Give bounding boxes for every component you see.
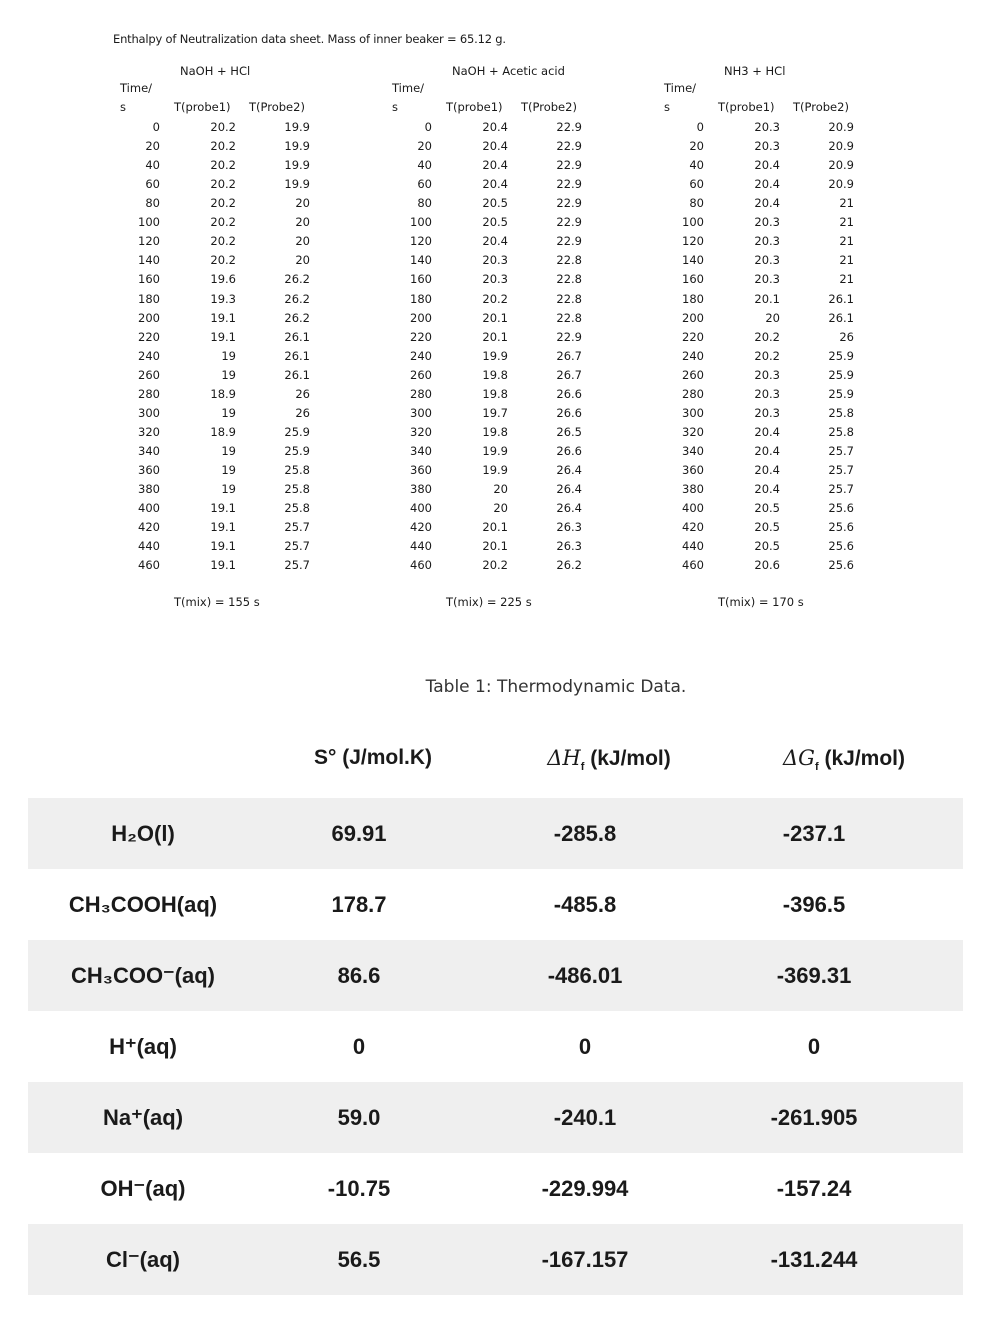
probe2-cell: 22.8	[556, 272, 582, 287]
time-cell: 340	[682, 444, 704, 459]
time-cell: 220	[682, 329, 704, 344]
probe1-cell: 19	[221, 444, 236, 459]
time-cell: 120	[410, 234, 432, 249]
probe2-cell: 26.2	[284, 310, 310, 325]
time-cell: 380	[138, 482, 160, 497]
probe1-cell: 20.5	[754, 539, 780, 554]
time-cell: 460	[138, 558, 160, 573]
probe2-cell: 25.7	[284, 539, 310, 554]
time-cell: 100	[410, 215, 432, 230]
time-cell: 320	[410, 424, 432, 439]
probe1-cell: 20.4	[482, 234, 508, 249]
species-cell: Na⁺(aq)	[102, 1105, 184, 1130]
s-cell: 69.91	[331, 821, 387, 846]
time-cell: 240	[410, 348, 432, 363]
time-cell: 140	[410, 253, 432, 268]
probe1-cell: 20.3	[754, 215, 780, 230]
thermo-rows	[28, 798, 963, 1295]
time-cell: 260	[138, 367, 160, 382]
time-cell: 140	[138, 253, 160, 268]
probe1-cell: 20.2	[210, 253, 236, 268]
time-cell: 200	[138, 310, 160, 325]
g-cell: 0	[807, 1034, 821, 1059]
species-cell: H⁺(aq)	[109, 1034, 177, 1059]
time-cell: 140	[682, 253, 704, 268]
h-cell: -485.8	[553, 892, 617, 917]
probe1-cell: 20.1	[482, 539, 508, 554]
time-cell: 400	[138, 501, 160, 516]
table-row	[28, 1224, 963, 1295]
thermo-table	[28, 728, 963, 1295]
probe1-cell: 20.3	[754, 120, 780, 134]
probe2-cell: 20.9	[828, 177, 854, 192]
s-cell: 178.7	[331, 892, 387, 917]
probe2-cell: 26.2	[284, 272, 310, 287]
probe1-cell: 20.4	[482, 120, 508, 134]
probe2-cell: 25.6	[828, 501, 854, 516]
probe2-cell: 25.8	[284, 501, 310, 516]
time-cell: 300	[682, 405, 704, 420]
probe1-cell: 20.3	[754, 367, 780, 382]
header-entropy: S° (J/mol.K)	[313, 746, 433, 769]
probe1-cell: 19.8	[482, 386, 508, 401]
species-cell: OH⁻(aq)	[100, 1176, 186, 1201]
time-cell: 160	[410, 272, 432, 287]
time-cell: 180	[682, 291, 704, 306]
time-cell: 280	[410, 386, 432, 401]
probe1-cell: 20.1	[482, 520, 508, 535]
probe2-cell: 19.9	[284, 177, 310, 192]
experiment-block	[656, 62, 916, 622]
h-cell: -240.1	[553, 1105, 617, 1130]
table-row	[28, 940, 963, 1011]
probe1-cell: 20.2	[210, 215, 236, 230]
time-cell: 180	[410, 291, 432, 306]
probe2-cell: 20	[295, 196, 310, 211]
probe1-cell: 20.2	[210, 234, 236, 249]
time-cell: 100	[682, 215, 704, 230]
g-cell: -237.1	[782, 821, 846, 846]
probe2-cell: 19.9	[284, 139, 310, 154]
h-cell: -229.994	[541, 1176, 629, 1201]
probe2-cell: 20	[295, 215, 310, 230]
probe1-cell: 19.8	[482, 424, 508, 439]
probe2-cell: 25.9	[284, 444, 310, 459]
probe2-cell: 25.8	[284, 463, 310, 478]
experiment-name: NaOH + HCl	[180, 64, 251, 78]
probe1-cell: 20.2	[482, 558, 508, 573]
probe2-cell: 25.8	[828, 405, 854, 420]
experiment-name: NaOH + Acetic acid	[452, 64, 565, 78]
probe1-cell: 20.4	[754, 482, 780, 497]
probe2-cell: 26.4	[556, 482, 582, 497]
time-cell: 340	[138, 444, 160, 459]
time-cell: 20	[145, 139, 160, 154]
probe2-cell: 19.9	[284, 120, 310, 134]
probe2-cell: 21	[839, 234, 854, 249]
probe2-cell: 22.9	[556, 329, 582, 344]
time-cell: 340	[410, 444, 432, 459]
probe1-cell: 19	[221, 405, 236, 420]
probe2-cell: 26.1	[284, 348, 310, 363]
probe2-cell: 26.3	[556, 520, 582, 535]
time-cell: 420	[682, 520, 704, 535]
probe2-cell: 26.4	[556, 463, 582, 478]
time-cell: 240	[138, 348, 160, 363]
experiment-block	[112, 62, 372, 622]
probe2-cell: 20	[295, 234, 310, 249]
probe1-cell: 19.1	[210, 329, 236, 344]
probe1-cell: 20	[493, 501, 508, 516]
probe2-cell: 26.1	[284, 329, 310, 344]
time-cell: 60	[417, 177, 432, 192]
time-header: Time/	[392, 81, 425, 95]
probe1-cell: 20.5	[754, 520, 780, 535]
probe2-cell: 22.9	[556, 215, 582, 230]
h-cell: -167.157	[541, 1247, 629, 1272]
probe2-cell: 21	[839, 196, 854, 211]
probe1-cell: 18.9	[210, 386, 236, 401]
probe2-cell: 26	[839, 329, 854, 344]
g-cell: -131.244	[770, 1247, 858, 1272]
probe1-cell: 20.4	[754, 158, 780, 173]
thermo-header-row	[28, 728, 963, 798]
time-cell: 0	[152, 120, 160, 134]
probe1-cell: 19.1	[210, 310, 236, 325]
time-cell: 320	[682, 424, 704, 439]
probe2-cell: 25.9	[828, 367, 854, 382]
time-cell: 260	[410, 367, 432, 382]
probe1-cell: 20.2	[210, 139, 236, 154]
table-caption: Table 1: Thermodynamic Data.	[425, 677, 687, 697]
probe1-cell: 19.1	[210, 520, 236, 535]
header-gibbs: $\Delta G_f$ (kJ/mol)	[783, 746, 905, 774]
time-cell: 260	[682, 367, 704, 382]
probe2-cell: 25.8	[828, 424, 854, 439]
probe1-cell: 20.5	[482, 196, 508, 211]
probe1-cell: 19.3	[210, 291, 236, 306]
g-cell: -261.905	[770, 1105, 858, 1130]
probe2-cell: 25.9	[828, 348, 854, 363]
probe2-cell: 26.7	[556, 367, 582, 382]
time-cell: 200	[682, 310, 704, 325]
probe2-cell: 21	[839, 253, 854, 268]
time-cell: 280	[682, 386, 704, 401]
probe1-cell: 20.1	[482, 329, 508, 344]
time-cell: 20	[417, 139, 432, 154]
mix-time: T(mix) = 225 s	[446, 595, 532, 609]
time-cell: 400	[410, 501, 432, 516]
probe1-cell: 19	[221, 367, 236, 382]
probe2-cell: 26	[295, 405, 310, 420]
g-cell: -157.24	[776, 1176, 852, 1201]
probe1-cell: 19.7	[482, 405, 508, 420]
probe2-header: T(Probe2)	[793, 100, 849, 114]
s-cell: -10.75	[327, 1176, 391, 1201]
mix-time: T(mix) = 170 s	[718, 595, 804, 609]
time-cell: 120	[682, 234, 704, 249]
g-cell: -369.31	[776, 963, 852, 988]
h-cell: -486.01	[547, 963, 623, 988]
species-cell: CH₃COO⁻(aq)	[71, 963, 215, 988]
probe2-cell: 25.7	[284, 558, 310, 573]
time-cell: 80	[145, 196, 160, 211]
probe1-cell: 20.2	[210, 196, 236, 211]
species-cell: CH₃COOH(aq)	[68, 892, 218, 917]
time-header: Time/	[120, 81, 153, 95]
time-cell: 160	[682, 272, 704, 287]
probe2-cell: 25.7	[284, 520, 310, 535]
time-cell: 440	[682, 539, 704, 554]
probe2-cell: 26.2	[284, 291, 310, 306]
probe1-header: T(probe1)	[446, 100, 503, 114]
probe1-cell: 20	[765, 310, 780, 325]
time-unit: s	[392, 100, 398, 114]
probe1-cell: 19.9	[482, 348, 508, 363]
time-cell: 320	[138, 424, 160, 439]
time-cell: 0	[696, 120, 704, 134]
time-cell: 200	[410, 310, 432, 325]
time-cell: 40	[145, 158, 160, 173]
time-cell: 220	[138, 329, 160, 344]
experiment-block	[384, 62, 644, 622]
time-cell: 160	[138, 272, 160, 287]
time-cell: 60	[689, 177, 704, 192]
probe1-cell: 19.1	[210, 539, 236, 554]
probe1-cell: 19.9	[482, 463, 508, 478]
time-cell: 240	[682, 348, 704, 363]
probe2-cell: 26.7	[556, 348, 582, 363]
probe2-cell: 22.9	[556, 196, 582, 211]
probe2-cell: 26.4	[556, 501, 582, 516]
probe2-header: T(Probe2)	[249, 100, 305, 114]
probe2-cell: 25.6	[828, 539, 854, 554]
probe2-cell: 26.1	[828, 291, 854, 306]
time-cell: 400	[682, 501, 704, 516]
probe1-cell: 20.3	[482, 272, 508, 287]
probe1-cell: 20.4	[754, 424, 780, 439]
probe1-cell: 20.3	[754, 272, 780, 287]
probe2-cell: 26.6	[556, 444, 582, 459]
probe2-cell: 26.2	[556, 558, 582, 573]
s-cell: 0	[352, 1034, 366, 1059]
probe2-cell: 22.9	[556, 139, 582, 154]
probe1-cell: 20.4	[754, 444, 780, 459]
time-cell: 380	[682, 482, 704, 497]
sheet-title: Enthalpy of Neutralization data sheet. Mass of inner beaker = 65.12 g.	[113, 32, 506, 46]
probe1-cell: 20.2	[754, 348, 780, 363]
probe2-cell: 22.9	[556, 177, 582, 192]
probe1-cell: 20.1	[754, 291, 780, 306]
s-cell: 56.5	[337, 1247, 381, 1272]
time-unit: s	[120, 100, 126, 114]
probe2-cell: 20	[295, 253, 310, 268]
time-cell: 440	[138, 539, 160, 554]
probe2-cell: 20.9	[828, 158, 854, 173]
h-cell: -285.8	[553, 821, 617, 846]
time-cell: 460	[410, 558, 432, 573]
probe1-cell: 20.2	[210, 120, 236, 134]
time-cell: 60	[145, 177, 160, 192]
time-cell: 300	[410, 405, 432, 420]
probe1-cell: 20.2	[210, 177, 236, 192]
s-cell: 86.6	[337, 963, 381, 988]
probe1-cell: 19.9	[482, 444, 508, 459]
probe1-cell: 20.4	[754, 463, 780, 478]
time-cell: 300	[138, 405, 160, 420]
probe1-header: T(probe1)	[174, 100, 231, 114]
probe1-cell: 20.2	[482, 291, 508, 306]
probe2-cell: 26.6	[556, 386, 582, 401]
probe1-cell: 20.4	[754, 177, 780, 192]
probe2-cell: 25.7	[828, 463, 854, 478]
probe1-cell: 20.4	[482, 177, 508, 192]
time-cell: 420	[410, 520, 432, 535]
probe2-cell: 26	[295, 386, 310, 401]
probe1-cell: 20.1	[482, 310, 508, 325]
time-cell: 440	[410, 539, 432, 554]
probe1-cell: 20.3	[482, 253, 508, 268]
table-row	[28, 1153, 963, 1224]
time-cell: 360	[138, 463, 160, 478]
probe1-cell: 20.3	[754, 234, 780, 249]
probe2-cell: 25.6	[828, 520, 854, 535]
time-cell: 360	[410, 463, 432, 478]
probe1-cell: 19.1	[210, 558, 236, 573]
probe1-cell: 20.3	[754, 139, 780, 154]
probe1-cell: 20.4	[482, 158, 508, 173]
probe1-header: T(probe1)	[718, 100, 775, 114]
probe1-cell: 20.4	[482, 139, 508, 154]
probe1-cell: 20.3	[754, 386, 780, 401]
probe1-cell: 19.6	[210, 272, 236, 287]
probe1-cell: 19	[221, 348, 236, 363]
probe2-cell: 25.7	[828, 444, 854, 459]
probe1-cell: 20.5	[754, 501, 780, 516]
time-cell: 420	[138, 520, 160, 535]
table-row	[28, 1011, 963, 1082]
probe2-cell: 26.1	[828, 310, 854, 325]
probe2-header: T(Probe2)	[521, 100, 577, 114]
probe2-cell: 25.9	[828, 386, 854, 401]
probe2-cell: 22.8	[556, 310, 582, 325]
time-cell: 80	[689, 196, 704, 211]
probe2-cell: 26.6	[556, 405, 582, 420]
probe1-cell: 19.8	[482, 367, 508, 382]
probe1-cell: 19	[221, 463, 236, 478]
probe2-cell: 19.9	[284, 158, 310, 173]
probe2-cell: 20.9	[828, 120, 854, 134]
probe2-cell: 26.3	[556, 539, 582, 554]
probe2-cell: 25.9	[284, 424, 310, 439]
time-cell: 100	[138, 215, 160, 230]
time-cell: 80	[417, 196, 432, 211]
time-cell: 0	[424, 120, 432, 134]
probe2-cell: 26.1	[284, 367, 310, 382]
h-cell: 0	[578, 1034, 592, 1059]
time-cell: 20	[689, 139, 704, 154]
probe2-cell: 25.7	[828, 482, 854, 497]
probe2-cell: 22.8	[556, 253, 582, 268]
probe2-cell: 26.5	[556, 424, 582, 439]
probe2-cell: 25.6	[828, 558, 854, 573]
species-cell: H₂O(l)	[111, 821, 175, 846]
time-cell: 380	[410, 482, 432, 497]
probe1-cell: 20.2	[210, 158, 236, 173]
probe2-cell: 21	[839, 272, 854, 287]
probe1-cell: 20.3	[754, 253, 780, 268]
probe2-cell: 22.8	[556, 291, 582, 306]
probe1-cell: 20.5	[482, 215, 508, 230]
probe2-cell: 22.9	[556, 158, 582, 173]
probe1-cell: 19.1	[210, 501, 236, 516]
g-cell: -396.5	[782, 892, 846, 917]
probe1-cell: 20	[493, 482, 508, 497]
s-cell: 59.0	[337, 1105, 381, 1130]
probe1-cell: 20.2	[754, 329, 780, 344]
table-row	[28, 1082, 963, 1153]
time-cell: 40	[417, 158, 432, 173]
probe1-cell: 19	[221, 482, 236, 497]
probe1-cell: 18.9	[210, 424, 236, 439]
time-header: Time/	[664, 81, 697, 95]
probe1-cell: 20.4	[754, 196, 780, 211]
experiment-name: NH3 + HCl	[724, 64, 786, 78]
time-unit: s	[664, 100, 670, 114]
species-cell: Cl⁻(aq)	[106, 1247, 180, 1272]
time-cell: 180	[138, 291, 160, 306]
probe2-cell: 25.8	[284, 482, 310, 497]
table-row	[28, 869, 963, 940]
probe2-cell: 20.9	[828, 139, 854, 154]
time-cell: 40	[689, 158, 704, 173]
time-cell: 220	[410, 329, 432, 344]
mix-time: T(mix) = 155 s	[174, 595, 260, 609]
header-enthalpy: $\Delta H_f$ (kJ/mol)	[547, 746, 671, 774]
time-cell: 360	[682, 463, 704, 478]
time-cell: 280	[138, 386, 160, 401]
table-row	[28, 798, 963, 869]
probe1-cell: 20.6	[754, 558, 780, 573]
probe1-cell: 20.3	[754, 405, 780, 420]
probe2-cell: 21	[839, 215, 854, 230]
probe2-cell: 22.9	[556, 120, 582, 134]
time-cell: 460	[682, 558, 704, 573]
probe2-cell: 22.9	[556, 234, 582, 249]
time-cell: 120	[138, 234, 160, 249]
